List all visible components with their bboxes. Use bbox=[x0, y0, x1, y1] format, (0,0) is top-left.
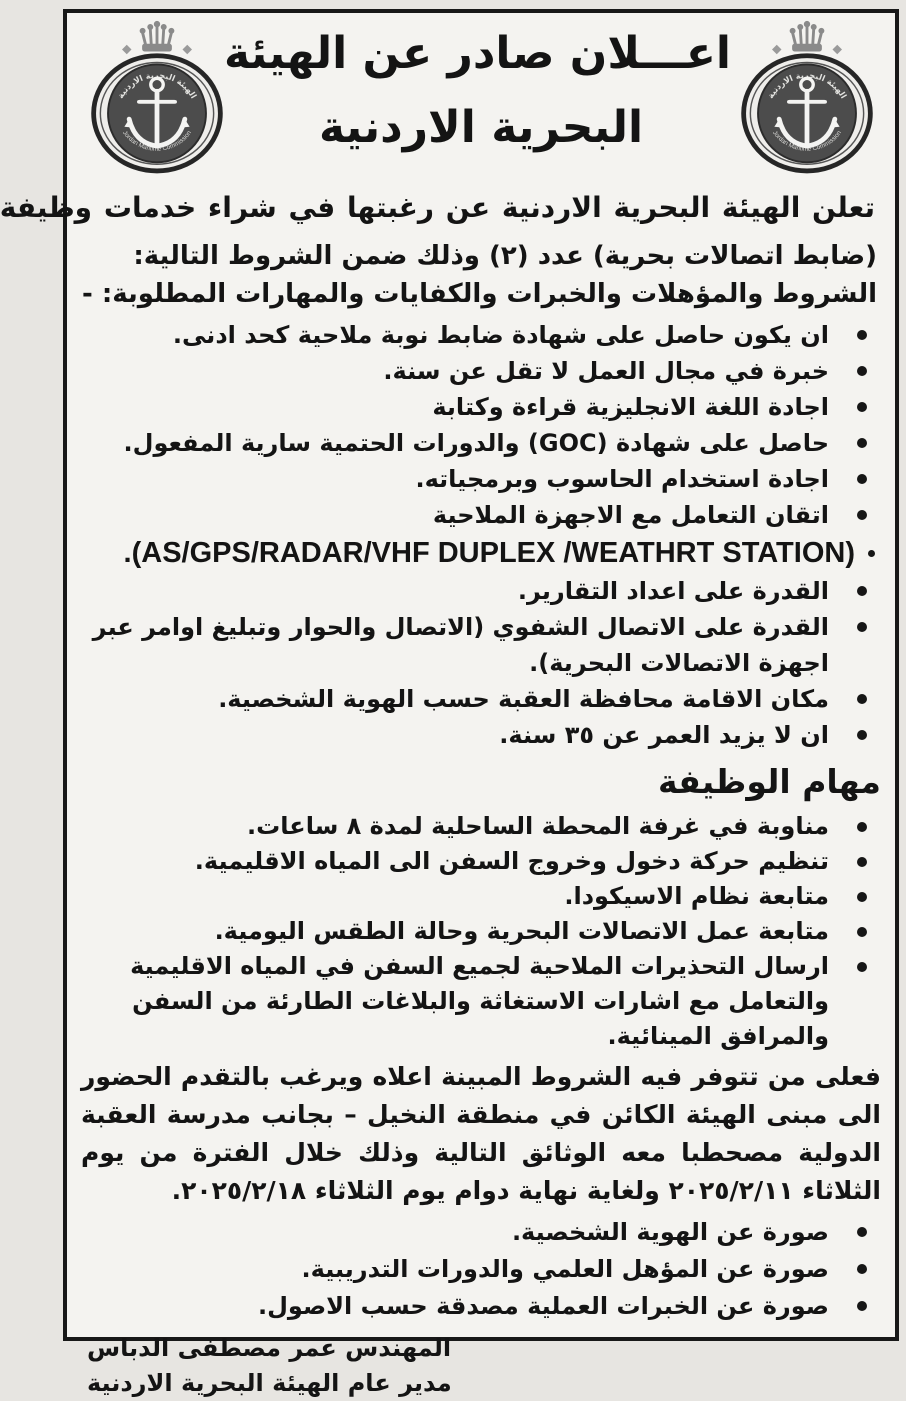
announcement-frame bbox=[0, 9, 899, 1397]
list-item-text: ان لا يزيد العمر عن ٣٥ سنة. bbox=[499, 721, 829, 749]
bullet-icon bbox=[857, 857, 867, 867]
list-item-text: مكان الاقامة محافظة العقبة حسب الهوية الشخصية. bbox=[218, 685, 829, 713]
list-item-text: حاصل على شهادة (GOC) والدورات الحتمية سارية المفعول. bbox=[123, 429, 829, 457]
documents-list bbox=[81, 1214, 881, 1325]
signature-block bbox=[81, 1331, 881, 1401]
bullet-icon bbox=[857, 962, 867, 972]
announcement-header bbox=[81, 17, 881, 177]
bullet-icon bbox=[857, 730, 867, 740]
title-line-1: اعـــلان صادر عن الهيئة bbox=[223, 28, 731, 79]
list-item-text: ارسال التحذيرات الملاحية لجميع السفن في المياه الاقليمية والتعامل مع اشارات الاستغاثة والبلاغات الطارئة من السفن والمرافق المينائية. bbox=[130, 952, 829, 1050]
list-item bbox=[81, 844, 881, 879]
list-item-text: متابعة نظام الاسيكودا. bbox=[564, 882, 829, 910]
maritime-commission-seal-icon bbox=[735, 21, 879, 175]
bullet-icon bbox=[857, 694, 867, 704]
duties-list bbox=[81, 809, 881, 1054]
list-item bbox=[81, 425, 881, 461]
opening-line-1: (ضابط اتصالات بحرية) عدد (٢) وذلك ضمن الشروط التالية: bbox=[133, 241, 877, 271]
bullet-icon bbox=[857, 1227, 867, 1237]
list-item-text: اجادة اللغة الانجليزية قراءة وكتابة bbox=[432, 393, 829, 421]
title-line-2: البحرية الاردنية bbox=[318, 102, 644, 153]
list-item-text: متابعة عمل الاتصالات البحرية وحالة الطقس اليومية. bbox=[214, 917, 829, 945]
list-item bbox=[81, 1214, 881, 1251]
bullet-icon bbox=[857, 510, 867, 520]
list-item bbox=[81, 533, 881, 573]
list-item bbox=[81, 879, 881, 914]
maritime-commission-seal-icon bbox=[85, 21, 229, 175]
list-item-text: صورة عن الهوية الشخصية. bbox=[511, 1218, 829, 1246]
list-item-text: اتقان التعامل مع الاجهزة الملاحية bbox=[432, 501, 829, 529]
list-item-text: مناوبة في غرفة المحطة الساحلية لمدة ٨ ساعات. bbox=[247, 812, 829, 840]
list-item-text: صورة عن المؤهل العلمي والدورات التدريبية. bbox=[301, 1255, 829, 1283]
list-item bbox=[81, 389, 881, 425]
list-item bbox=[81, 809, 881, 844]
duties-heading: مهام الوظيفة bbox=[658, 762, 881, 801]
list-item bbox=[81, 317, 881, 353]
bullet-icon bbox=[857, 927, 867, 937]
list-item-text: (AS/GPS/RADAR/VHF DUPLEX /WEATHRT STATION). bbox=[123, 537, 855, 569]
list-item-text: تنظيم حركة دخول وخروج السفن الى المياه الاقليمية. bbox=[194, 847, 829, 875]
bullet-icon bbox=[857, 892, 867, 902]
bullet-icon bbox=[857, 586, 867, 596]
bullet-icon bbox=[857, 402, 867, 412]
list-item bbox=[81, 353, 881, 389]
opening-line-2: الشروط والمؤهلات والخبرات والكفايات والمهارات المطلوبة: - bbox=[82, 279, 877, 309]
bullet-icon bbox=[857, 474, 867, 484]
application-paragraph: فعلى من تتوفر فيه الشروط المبينة اعلاه ويرغب بالتقدم الحضور الى مبنى الهيئة الكائن في منطقة النخيل – بجانب مدرسة العقبة الدولية مصحطبا معه الوثائق التالية وذلك خلال الفترة من يوم الثلاثاء ٢٠٢٥/٢/١١ ولغاية نهاية دوام يوم الثلاثاء ٢٠٢٥/٢/١٨. bbox=[81, 1062, 881, 1205]
list-item bbox=[81, 914, 881, 949]
list-item-text: صورة عن الخبرات العملية مصدقة حسب الاصول. bbox=[257, 1292, 829, 1320]
list-item bbox=[81, 573, 881, 609]
list-item bbox=[81, 717, 881, 753]
bullet-icon bbox=[857, 366, 867, 376]
list-item bbox=[81, 681, 881, 717]
list-item bbox=[81, 1288, 881, 1325]
bullet-icon bbox=[857, 822, 867, 832]
list-item bbox=[81, 1251, 881, 1288]
signature-title: مدير عام الهيئة البحرية الاردنية bbox=[87, 1369, 452, 1397]
bullet-icon bbox=[868, 550, 875, 557]
list-item bbox=[81, 949, 881, 1054]
list-item-text: القدرة على اعداد التقارير. bbox=[517, 577, 829, 605]
bullet-icon bbox=[857, 438, 867, 448]
signature-name: المهندس عمر مصطفى الدباس bbox=[87, 1334, 452, 1362]
bullet-icon bbox=[857, 1301, 867, 1311]
list-item-text: ان يكون حاصل على شهادة ضابط نوبة ملاحية كحد ادنى. bbox=[172, 321, 829, 349]
list-item bbox=[81, 609, 881, 681]
list-item-text: اجادة استخدام الحاسوب وبرمجياته. bbox=[415, 465, 829, 493]
bullet-icon bbox=[857, 330, 867, 340]
list-item bbox=[81, 497, 881, 533]
intro-line: تعلن الهيئة البحرية الاردنية عن رغبتها في شراء خدمات وظيفة bbox=[0, 191, 875, 224]
requirements-list bbox=[81, 317, 881, 753]
announcement-title bbox=[223, 17, 731, 165]
bullet-icon bbox=[857, 1264, 867, 1274]
list-item-text: القدرة على الاتصال الشفوي (الاتصال والحوار وتبليغ اوامر عبر اجهزة الاتصالات البحرية). bbox=[92, 613, 829, 677]
bullet-icon bbox=[857, 622, 867, 632]
list-item bbox=[81, 461, 881, 497]
opening-paragraph bbox=[81, 237, 877, 313]
list-item-text: خبرة في مجال العمل لا تقل عن سنة. bbox=[383, 357, 829, 385]
